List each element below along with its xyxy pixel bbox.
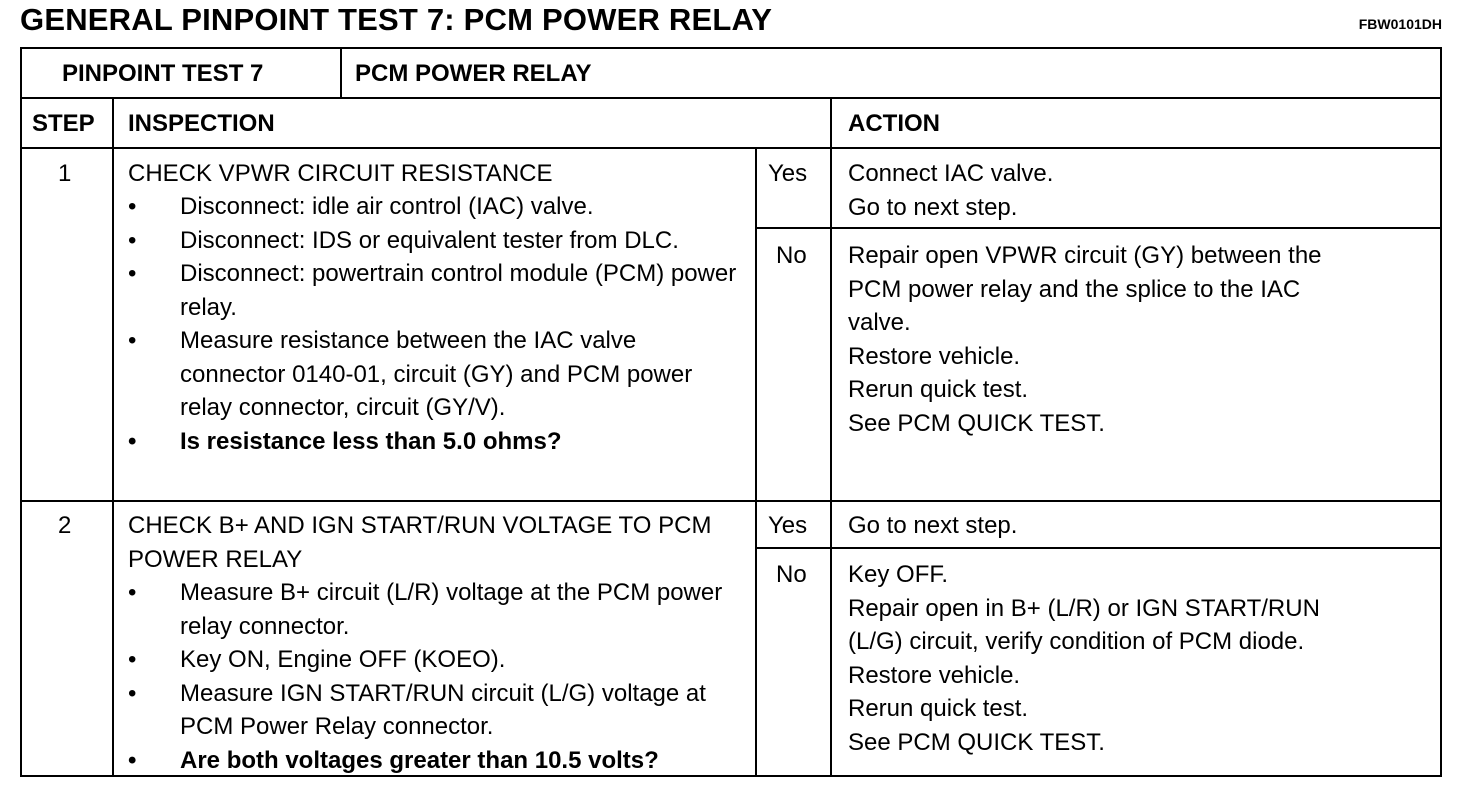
inspection-bullet: • Disconnect: powertrain control module (PCM) power relay. [128,257,748,324]
inspection-bullet: • Measure resistance between the IAC valve connector 0140-01, circuit (GY) and PCM power relay connector, circuit (GY/V). [128,324,748,425]
yes-label: Yes [768,512,808,539]
inspection-bullet: • Key ON, Engine OFF (KOEO). [128,643,748,677]
header-inspection: INSPECTION [128,110,275,137]
action-line: Connect IAC valve. [848,160,1054,187]
action-line: Rerun quick test. [848,695,1029,722]
inspection-bullet: • Measure IGN START/RUN circuit (L/G) voltage at PCM Power Relay connector. [128,677,748,744]
rule-yesno-col [755,147,757,775]
document-code: FBW0101DH [1358,16,1442,32]
no-actions [848,239,1322,440]
action-line: Go to next step. [848,193,1018,221]
yes-label: Yes [768,160,808,187]
rule-title-row [22,97,1440,99]
step-heading: CHECK VPWR CIRCUIT RESISTANCE [128,160,553,187]
action-line: See PCM QUICK TEST. [848,409,1105,437]
action-line: Go to next step. [848,512,1018,539]
action-line: Restore vehicle. [848,661,1021,689]
page-title: GENERAL PINPOINT TEST 7: PCM POWER RELAY [20,2,773,37]
test-label: PINPOINT TEST 7 [62,60,264,87]
inspection-question: • Are both voltages greater than 10.5 volts? [128,744,748,778]
yes-actions [848,157,1053,224]
no-label: No [776,242,807,269]
action-line: valve. [848,309,911,336]
rule-step1-yes-no [756,227,1440,229]
yes-actions [848,509,1017,543]
inspection-question: • Is resistance less than 5.0 ohms? [128,425,748,459]
step-number: 2 [58,512,72,539]
action-line: Repair open in B+ (L/R) or IGN START/RUN [848,594,1320,622]
test-name: PCM POWER RELAY [355,60,592,87]
rule-header-row [22,147,1440,149]
rule-step-col [112,97,114,775]
header-step: STEP [32,110,95,137]
step-number: 1 [58,160,72,187]
inspection-bullet: • Measure B+ circuit (L/R) voltage at the PCM power relay connector. [128,576,748,643]
step-heading: CHECK B+ AND IGN START/RUN VOLTAGE TO PCM POWER RELAY [128,512,712,573]
action-line: See PCM QUICK TEST. [848,728,1105,756]
no-actions [848,558,1320,759]
rule-title-divider [340,49,342,97]
no-label: No [776,561,807,588]
step-2-bullets [128,576,748,777]
inspection-bullet: • Disconnect: idle air control (IAC) valve. [128,190,748,224]
action-line: Rerun quick test. [848,376,1029,403]
action-line: Restore vehicle. [848,342,1021,370]
inspection-bullet: • Disconnect: IDS or equivalent tester from DLC. [128,224,748,258]
step-1-bullets [128,190,748,458]
rule-step-divider [22,500,1440,502]
action-line: (L/G) circuit, verify condition of PCM diode. [848,628,1305,655]
action-line: Key OFF. [848,561,949,588]
rule-action-col [830,97,832,775]
rule-step2-yes-no [756,547,1440,549]
action-line: Repair open VPWR circuit (GY) between the [848,242,1322,269]
header-action: ACTION [848,110,940,137]
pinpoint-test-table [20,47,1442,777]
action-line: PCM power relay and the splice to the IAC [848,275,1301,303]
